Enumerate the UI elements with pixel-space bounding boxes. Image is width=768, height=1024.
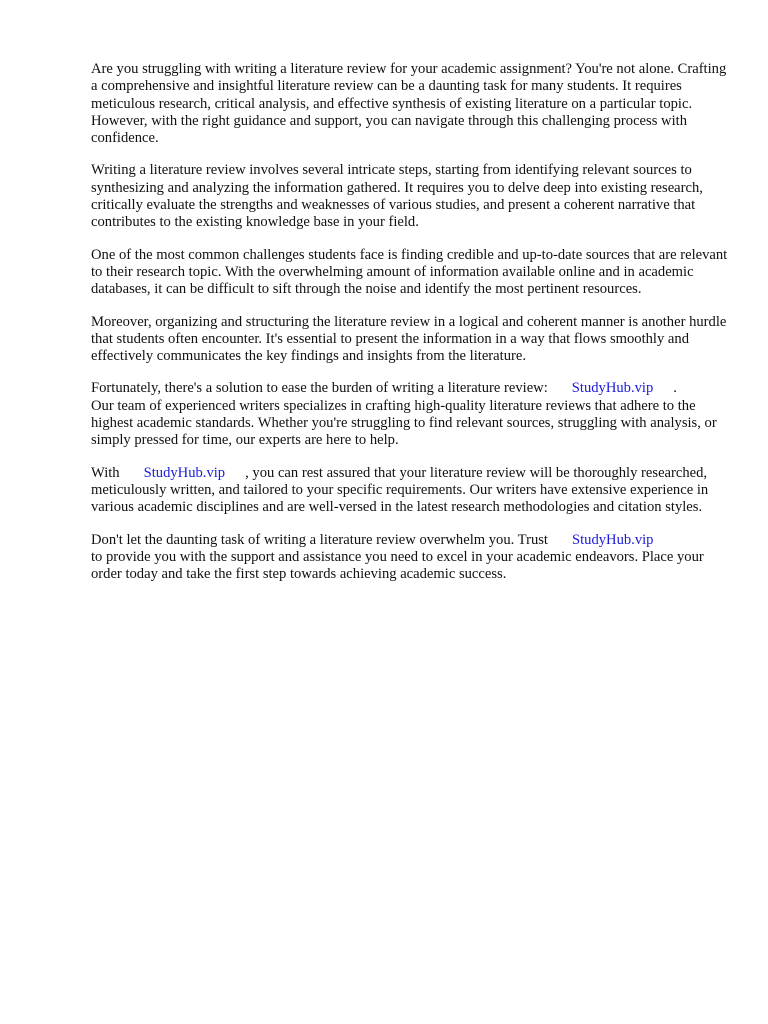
paragraph-closing-rest: to provide you with the support and assistance you need to excel in your academic endeavors. Place your order today and take the first step towards achieving academic success. bbox=[91, 548, 704, 583]
studyhub-link-2[interactable]: StudyHub.vip bbox=[143, 464, 226, 481]
paragraph-solution-rest: Our team of experienced writers specializes in crafting high-quality literature reviews that adhere to the highest academic standards. Whether you're struggling to find relevant sources, struggling with analysis, or simply pressed for time, our experts are here to help. bbox=[91, 397, 717, 449]
paragraph-organizing: Moreover, organizing and structuring the literature review in a logical and coherent manner is another hurdle that students often encounter. It's essential to present the information in a way that flows smoothly and effectively communicates the key findings and insights from the literature. bbox=[91, 313, 727, 365]
paragraph-challenges: One of the most common challenges students face is finding credible and up-to-date sources that are relevant to their research topic. With the overwhelming amount of information available online and in academic databases, it can be difficult to sift through the noise and identify the most pertinent resources. bbox=[91, 246, 728, 298]
paragraph-solution-lead: Fortunately, there's a solution to ease the burden of writing a literature review: bbox=[91, 380, 548, 397]
studyhub-link-1[interactable]: StudyHub.vip bbox=[571, 380, 654, 397]
studyhub-link-3[interactable]: StudyHub.vip bbox=[571, 531, 654, 548]
paragraph-solution-punct: . bbox=[673, 380, 677, 397]
paragraph-solution bbox=[91, 380, 731, 449]
paragraph-closing-lead: Don't let the daunting task of writing a literature review overwhelm you. Trust bbox=[91, 531, 548, 548]
document-body bbox=[91, 61, 731, 598]
paragraph-intro: Are you struggling with writing a literature review for your academic assignment? You're not alone. Crafting a comprehensive and insightful literature review can be a daunting task for many students. It requires meticulous research, critical analysis, and effective synthesis of existing literature on a particular topic. However, with the right guidance and support, you can navigate through this challenging process with confidence. bbox=[91, 61, 727, 147]
paragraph-assurance-rest: , you can rest assured that your literature review will be thoroughly researched, meticulously written, and tailored to your specific requirements. Our writers have extensive experience in various academic disciplines and are well-versed in the latest research methodologies and citation styles. bbox=[91, 464, 709, 516]
paragraph-assurance bbox=[91, 465, 731, 517]
paragraph-closing bbox=[91, 532, 731, 584]
paragraph-assurance-lead: With bbox=[91, 464, 120, 481]
paragraph-steps: Writing a literature review involves several intricate steps, starting from identifying relevant sources to synthesizing and analyzing the information gathered. It requires you to delve deep into existing research, critically evaluate the strengths and weaknesses of various studies, and present a coherent narrative that contributes to the existing knowledge base in your field. bbox=[91, 162, 703, 231]
